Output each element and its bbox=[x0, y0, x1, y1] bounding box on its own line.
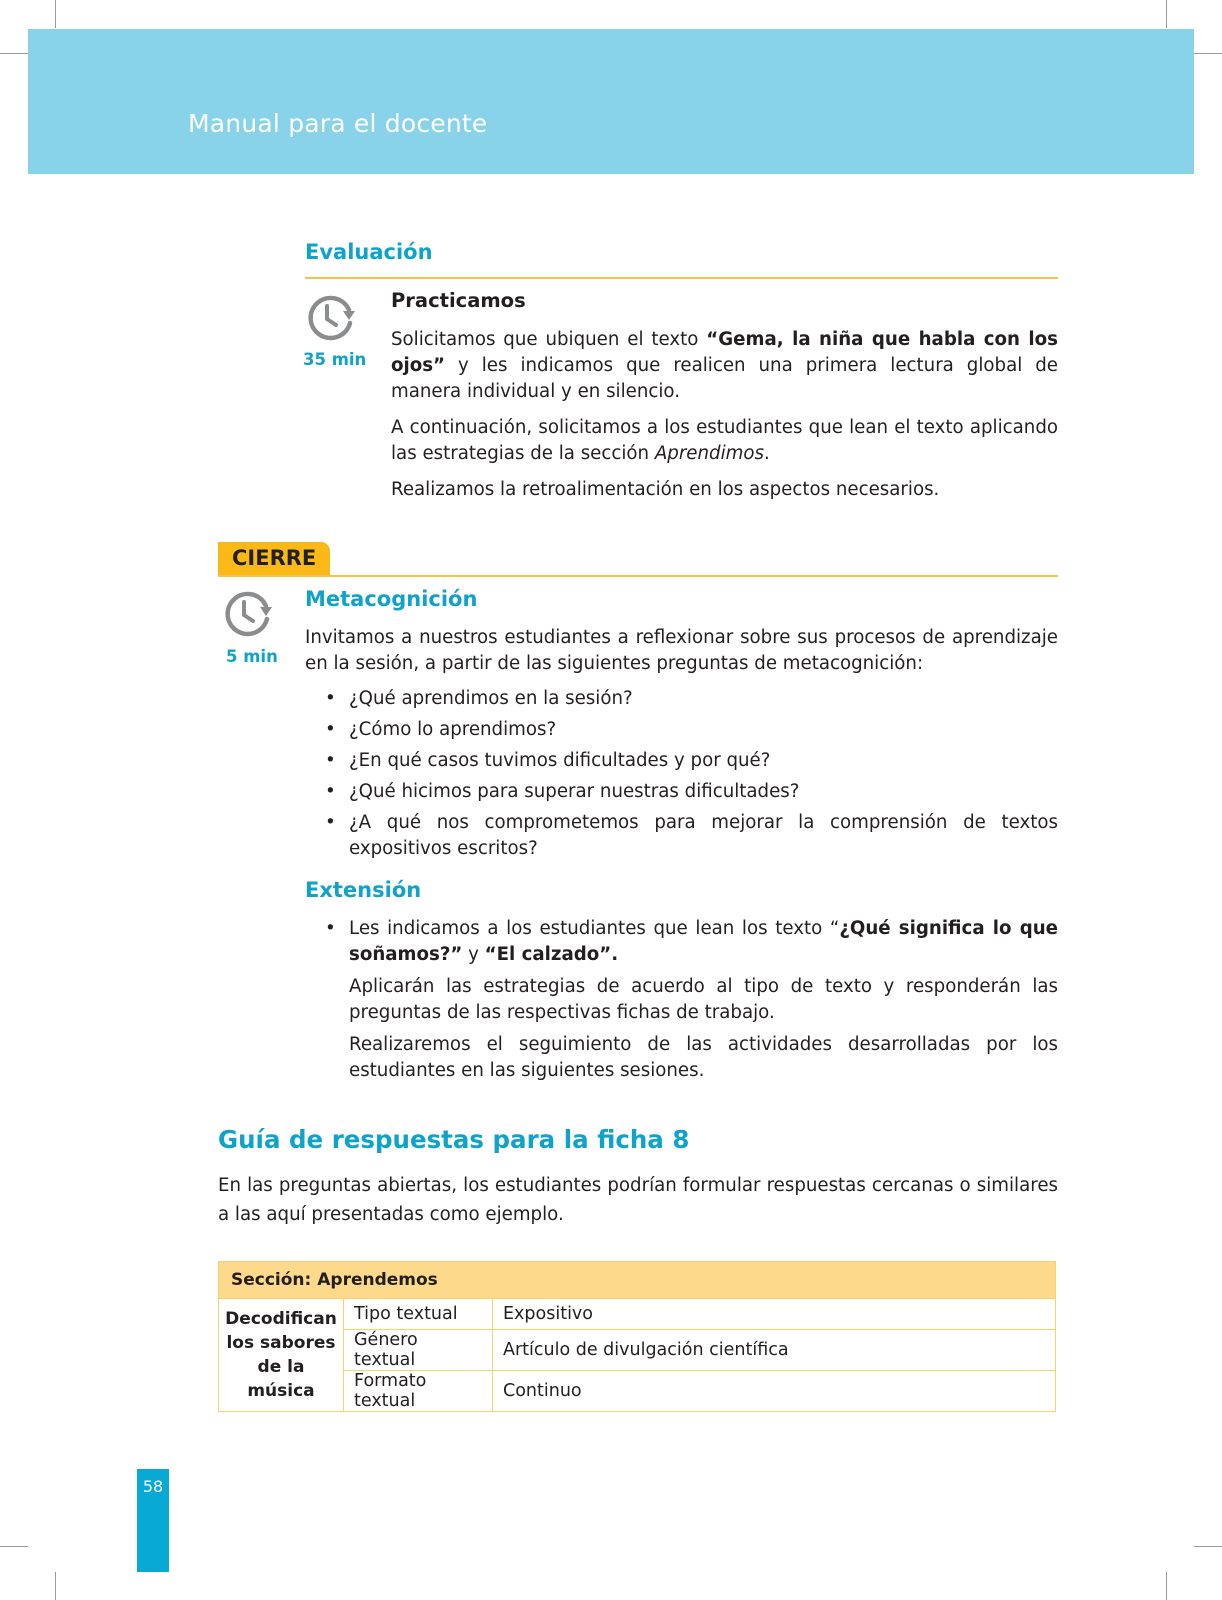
evaluacion-paragraph-1 bbox=[391, 327, 1058, 405]
guia-heading: Guía de respuestas para la ficha 8 bbox=[218, 1125, 690, 1154]
answer-table bbox=[218, 1261, 1056, 1412]
crop-mark bbox=[0, 53, 28, 54]
table-row bbox=[219, 1262, 1056, 1299]
text-bold: “Gema, la niña que habla con los ojos” bbox=[391, 329, 1058, 376]
list-item-text: ¿A qué nos comprometemos para mejorar la comprensión de textos expositivos escritos? bbox=[349, 812, 1058, 859]
table-cell-value: Continuo bbox=[493, 1371, 1056, 1412]
table-cell-value: Artículo de divulgación científica bbox=[493, 1330, 1056, 1371]
metacognicion-intro: Invitamos a nuestros estudiantes a reflexionar sobre sus procesos de aprendizaje en la sesión, a partir de las siguientes preguntas de metacognición: bbox=[305, 627, 1058, 674]
evaluacion-paragraph-2 bbox=[391, 415, 1058, 467]
evaluacion-rule bbox=[305, 277, 1058, 279]
list-item bbox=[325, 916, 1058, 968]
evaluacion-paragraph-3: Realizamos la retroalimentación en los aspectos necesarios. bbox=[391, 479, 940, 500]
list-item-text: ¿Qué hicimos para superar nuestras dificultades? bbox=[349, 781, 800, 802]
table-section-title: Sección: Aprendemos bbox=[219, 1262, 1056, 1299]
crop-mark bbox=[55, 0, 56, 28]
table-cell-value: Expositivo bbox=[493, 1299, 1056, 1330]
metacognicion-heading: Metacognición bbox=[305, 587, 478, 611]
table-row bbox=[219, 1330, 1056, 1371]
text-bold: “El calzado”. bbox=[484, 944, 619, 965]
extension-body bbox=[325, 916, 1058, 1084]
crop-mark bbox=[1166, 1572, 1167, 1600]
crop-mark bbox=[0, 1546, 28, 1547]
evaluacion-body bbox=[391, 327, 1058, 503]
bullet-icon: • bbox=[325, 918, 336, 939]
header-band bbox=[28, 29, 1194, 174]
cierre-time: 5 min bbox=[226, 647, 278, 666]
crop-mark bbox=[1194, 53, 1222, 54]
list-item-text: ¿Qué aprendimos en la sesión? bbox=[349, 688, 633, 709]
evaluacion-heading: Evaluación bbox=[305, 240, 433, 264]
text-run: y bbox=[462, 944, 485, 965]
table-row-header: Decodifican los sabores de la música bbox=[219, 1299, 344, 1412]
practicamos-subheading: Practicamos bbox=[391, 289, 526, 312]
evaluacion-time: 35 min bbox=[303, 350, 367, 369]
text-run: Les indicamos a los estudiantes que lean los texto “ bbox=[349, 918, 840, 939]
list-item bbox=[325, 686, 1058, 712]
extension-paragraph-3: Realizaremos el seguimiento de las actividades desarrolladas por los estudiantes en las siguientes sesiones. bbox=[349, 1034, 1058, 1081]
table-cell-label: Formato textual bbox=[344, 1371, 493, 1412]
text-run: y les indicamos que realicen una primera lectura global de manera individual y en silencio. bbox=[391, 355, 1058, 402]
page-number: 58 bbox=[142, 1477, 164, 1496]
text-bold: ¿Qué significa lo que soñamos?” bbox=[349, 918, 1058, 965]
table-cell-label: Género textual bbox=[344, 1330, 493, 1371]
list-item bbox=[325, 717, 1058, 743]
list-item bbox=[325, 810, 1058, 862]
clock-timer-icon bbox=[222, 588, 274, 638]
guia-intro: En las preguntas abiertas, los estudiantes podrían formular respuestas cercanas o similares a las aquí presentadas como ejemplo. bbox=[218, 1175, 1058, 1225]
bullet-icon: • bbox=[325, 781, 336, 802]
extension-heading: Extensión bbox=[305, 878, 422, 902]
bullet-icon: • bbox=[325, 719, 336, 740]
clock-timer-icon bbox=[305, 292, 357, 342]
crop-mark bbox=[1194, 1546, 1222, 1547]
text-run: A continuación, solicitamos a los estudiantes que lean el texto aplicando las estrategias de la sección bbox=[391, 417, 1058, 464]
list-item-text: ¿En qué casos tuvimos dificultades y por qué? bbox=[349, 750, 771, 771]
extension-paragraph-2: Aplicarán las estrategias de acuerdo al tipo de texto y responderán las preguntas de las respectivas fichas de trabajo. bbox=[349, 976, 1058, 1023]
extension-list bbox=[325, 916, 1058, 968]
bullet-icon: • bbox=[325, 750, 336, 771]
header-title: Manual para el docente bbox=[188, 109, 488, 138]
table-row bbox=[219, 1299, 1056, 1330]
list-item bbox=[325, 748, 1058, 774]
crop-mark bbox=[1166, 0, 1167, 28]
list-item bbox=[325, 779, 1058, 805]
crop-mark bbox=[55, 1572, 56, 1600]
text-run: . bbox=[763, 443, 770, 464]
metacognicion-questions bbox=[325, 686, 1058, 862]
table-row bbox=[219, 1371, 1056, 1412]
cierre-rule bbox=[218, 575, 1058, 577]
bullet-icon: • bbox=[325, 812, 336, 833]
cierre-tab-label: CIERRE bbox=[232, 546, 317, 570]
text-italic: Aprendimos bbox=[654, 443, 764, 464]
list-item-text: ¿Cómo lo aprendimos? bbox=[349, 719, 557, 740]
text-run: Solicitamos que ubiquen el texto bbox=[391, 329, 707, 350]
bullet-icon: • bbox=[325, 688, 336, 709]
table-cell-label: Tipo textual bbox=[344, 1299, 493, 1330]
